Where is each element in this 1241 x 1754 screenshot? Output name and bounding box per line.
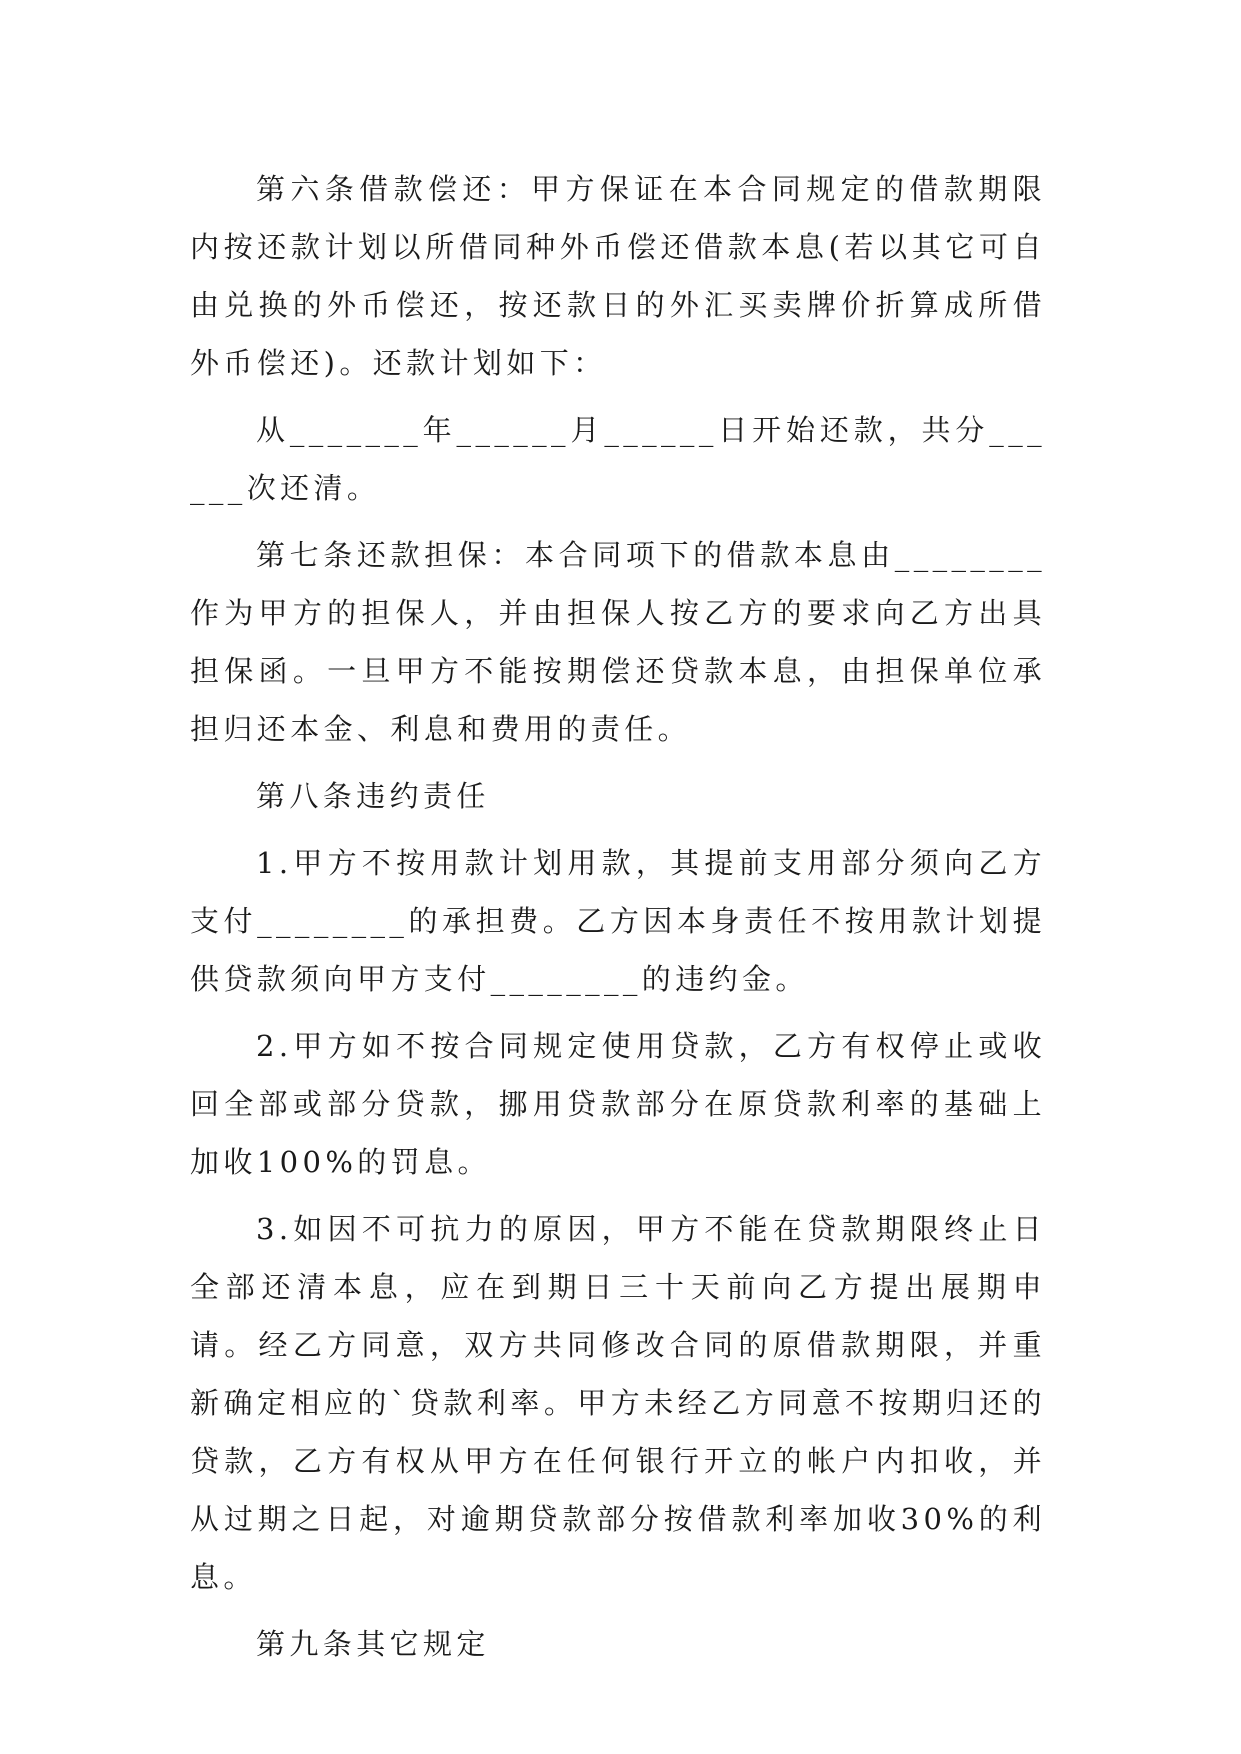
article-9-heading: 第九条其它规定	[256, 1627, 490, 1661]
article-7-guarantee: 第七条还款担保：本合同项下的借款本息由________作为甲方的担保人，并由担保人按乙方的要求向乙方出具担保函。一旦甲方不能按期偿还贷款本息，由担保单位承担归还本金、利息和费用的责任。	[190, 538, 1046, 746]
article-8-heading: 第八条违约责任	[256, 779, 490, 813]
article-8-clause-2: 2.甲方如不按合同规定使用贷款，乙方有权停止或收回全部或部分贷款，挪用贷款部分在原贷款利率的基础上加收100%的罚息。	[190, 1029, 1046, 1179]
article-8-clause-1: 1.甲方不按用款计划用款，其提前支用部分须向乙方支付________的承担费。乙方因本身责任不按用款计划提供贷款须向甲方支付________的违约金。	[190, 846, 1046, 996]
article-8-clause-3: 3.如因不可抗力的原因，甲方不能在贷款期限终止日全部还清本息，应在到期日三十天前向乙方提出展期申请。经乙方同意，双方共同修改合同的原借款期限，并重新确定相应的`贷款利率。甲方未经乙方同意不按期归还的贷款，乙方有权从甲方在任何银行开立的帐户内扣收，并从过期之日起，对逾期贷款部分按借款利率加收30%的利息。	[190, 1212, 1046, 1594]
article-6-repayment: 第六条借款偿还：甲方保证在本合同规定的借款期限内按还款计划以所借同种外币偿还借款本息(若以其它可自由兑换的外币偿还，按还款日的外汇买卖牌价折算成所借外币偿还)。还款计划如下：	[190, 172, 1046, 380]
repayment-schedule-line: 从_______年______月______日开始还款，共分______次还清。	[190, 413, 1046, 505]
document-page	[190, 160, 1046, 1682]
